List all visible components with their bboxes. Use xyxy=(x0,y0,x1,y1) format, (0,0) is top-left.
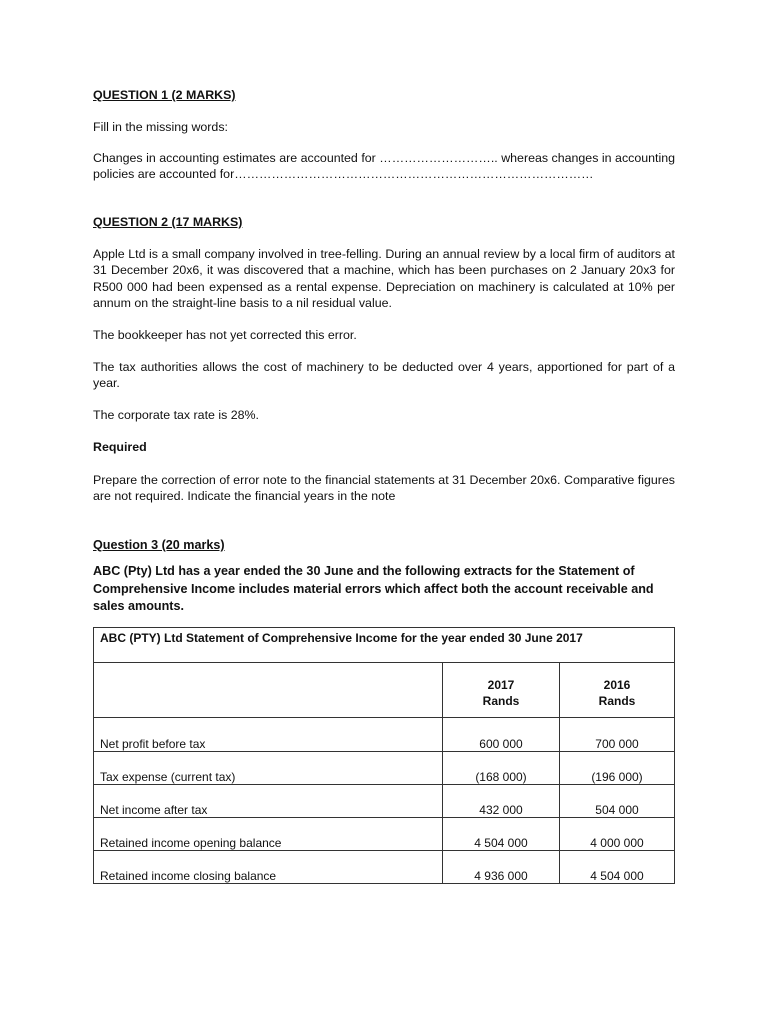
table-row: Net profit before tax 600 000 700 000 xyxy=(94,718,675,752)
q3-intro: ABC (Pty) Ltd has a year ended the 30 June and the following extracts for the Statement of Comprehensive Income includes material errors which affect both the account receivable and sales amounts. xyxy=(93,564,654,613)
table-row: Retained income closing balance 4 936 000 4 504 000 xyxy=(94,851,675,884)
table-row: Net income after tax 432 000 504 000 xyxy=(94,785,675,818)
q2-paragraph-1: Apple Ltd is a small company involved in tree-felling. During an annual review by a local firm of auditors at 31 December 20x6, it was discovered that a machine, which has been purchases on 2 January 20x3 for R500 000 had been expensed as a rental expense. Depreciation on machinery is calculated at 10% per annum on the straight-line basis to a nil residual value. xyxy=(93,247,675,310)
q1-instruction: Fill in the missing words: xyxy=(93,120,228,134)
table-row: Tax expense (current tax) (168 000) (196 000) xyxy=(94,752,675,785)
q2-required: Required xyxy=(93,440,147,454)
q2-paragraph-5: Prepare the correction of error note to the financial statements at 31 December 20x6. Comparative figures are not required. Indicate the financial years in the note xyxy=(93,473,675,504)
q2-paragraph-4: The corporate tax rate is 28%. xyxy=(93,408,259,422)
income-statement-table xyxy=(93,627,675,884)
q2-paragraph-2: The bookkeeper has not yet corrected this error. xyxy=(93,328,357,342)
table-row: Retained income opening balance 4 504 000 4 000 000 xyxy=(94,818,675,851)
q2-heading: QUESTION 2 (17 MARKS) xyxy=(93,215,243,229)
table-title: ABC (PTY) Ltd Statement of Comprehensive Income for the year ended 30 June 2017 xyxy=(94,628,675,663)
q2-paragraph-3: The tax authorities allows the cost of machinery to be deducted over 4 years, apportioned for part of a year. xyxy=(93,360,675,391)
q1-heading: QUESTION 1 (2 MARKS) xyxy=(93,88,236,102)
col-2016-header: 2016 Rands xyxy=(560,663,675,718)
q1-text: Changes in accounting estimates are accounted for ……………………….. whereas changes in accounting policies are accounted for…………………………………………………………………………… xyxy=(93,151,675,182)
q3-heading: Question 3 (20 marks) xyxy=(93,538,225,552)
col-2017-header: 2017 Rands xyxy=(443,663,560,718)
